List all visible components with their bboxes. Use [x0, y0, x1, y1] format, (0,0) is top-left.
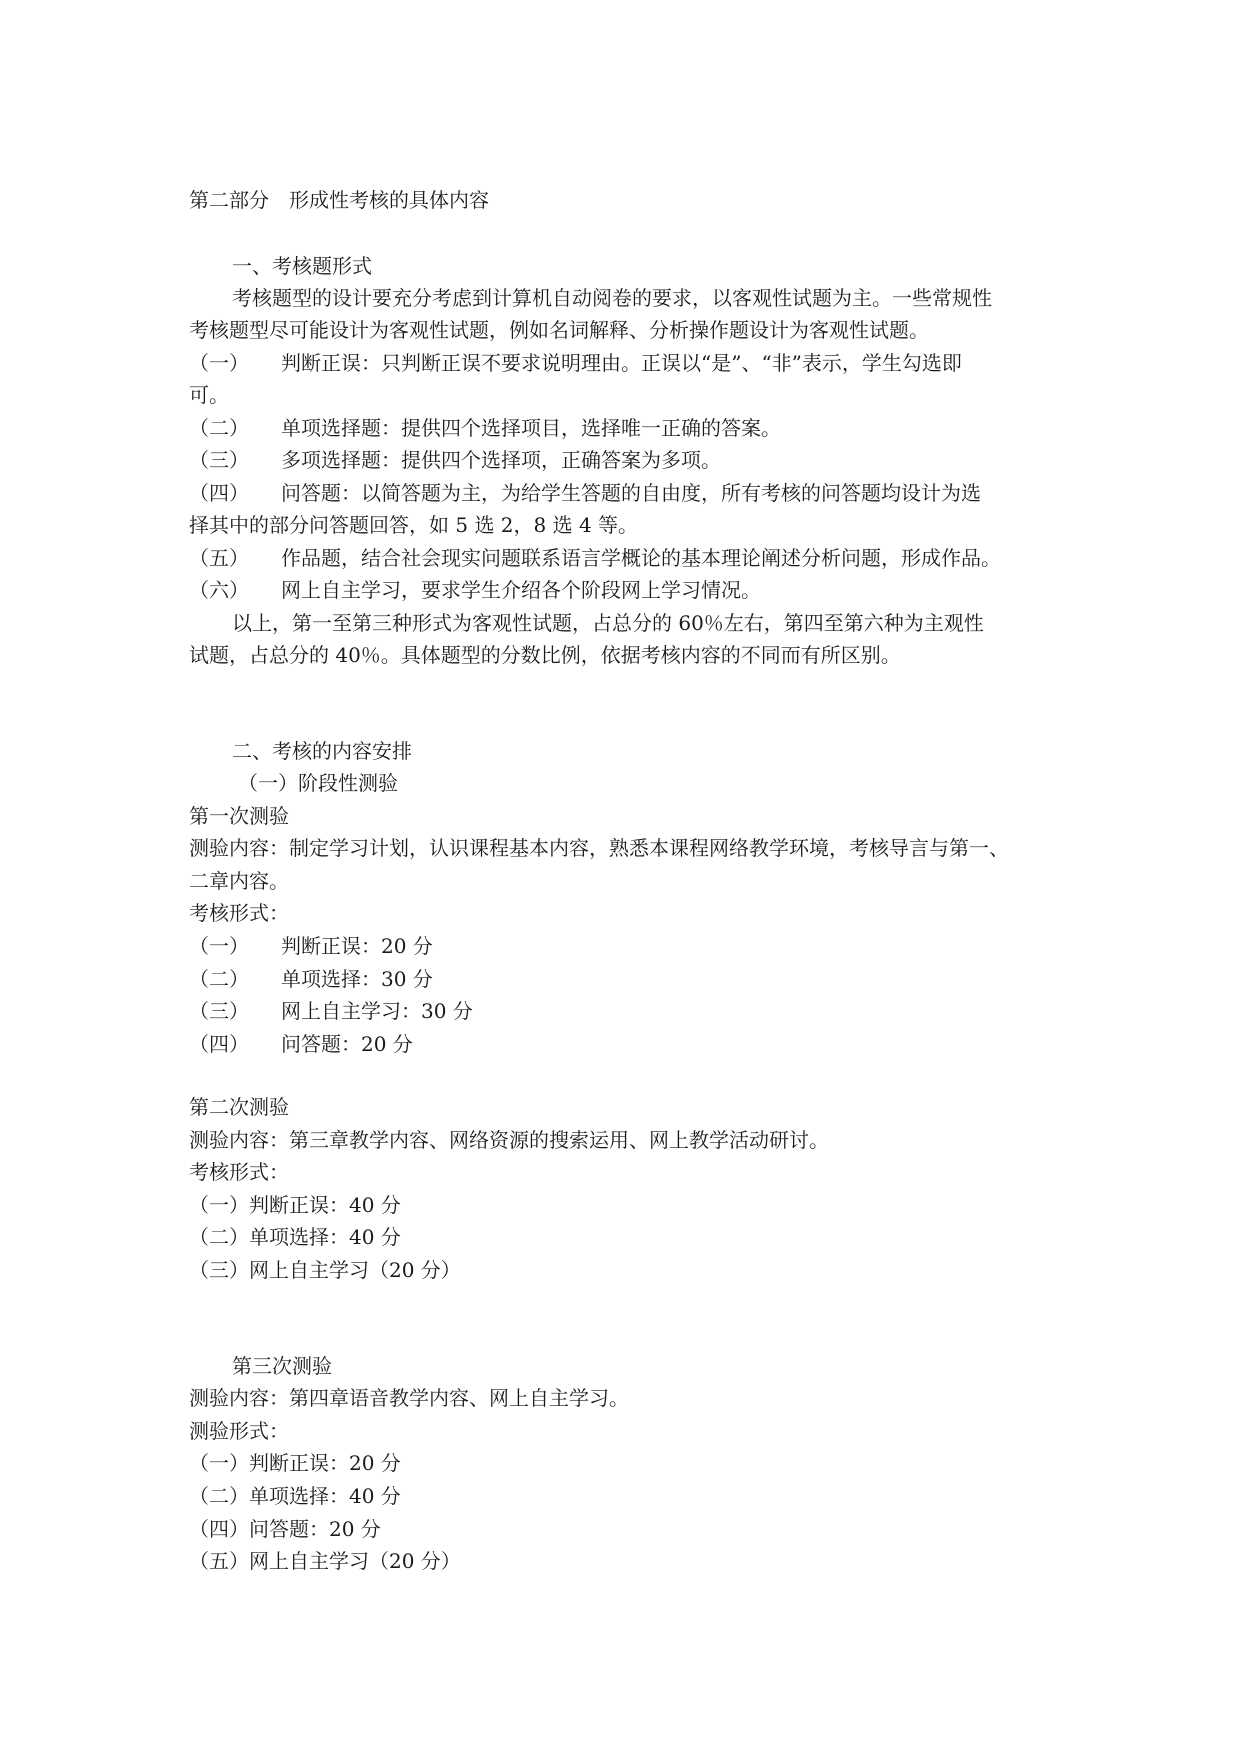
list-item-number: （二） — [189, 967, 249, 991]
list-item — [189, 929, 433, 963]
list-item — [189, 994, 473, 1028]
test-title: 第二次测验 — [189, 1095, 289, 1119]
list-item-number: （六） — [189, 578, 249, 602]
list-item: （一）判断正误：20 分 — [189, 1451, 401, 1475]
form-label: 测验形式： — [189, 1419, 289, 1443]
paragraph: 考核题型尽可能设计为客观性试题，例如名词解释、分析操作题设计为客观性试题。 — [189, 318, 929, 342]
list-item — [189, 962, 433, 996]
list-item — [189, 573, 761, 607]
list-item: （五）网上自主学习（20 分） — [189, 1549, 461, 1573]
test-content: 二章内容。 — [189, 869, 289, 893]
paragraph: 考核题型的设计要充分考虑到计算机自动阅卷的要求，以客观性试题为主。一些常规性 — [232, 286, 992, 310]
list-item-text: 作品题，结合社会现实问题联系语言学概论的基本理论阐述分析问题，形成作品。 — [281, 546, 1001, 570]
list-item-text: 多项选择题：提供四个选择项，正确答案为多项。 — [281, 448, 721, 472]
list-item-text: 网上自主学习，要求学生介绍各个阶段网上学习情况。 — [281, 578, 761, 602]
test-content: 测验内容：第四章语音教学内容、网上自主学习。 — [189, 1386, 629, 1410]
list-item-number: （四） — [189, 481, 249, 505]
list-item-text: 判断正误：20 分 — [281, 934, 433, 958]
list-item — [189, 443, 721, 477]
section-heading-2: 二、考核的内容安排 — [232, 739, 412, 763]
paragraph: 试题，占总分的 40％。具体题型的分数比例，依据考核内容的不同而有所区别。 — [189, 643, 901, 667]
list-item — [189, 411, 781, 445]
section-heading-1: 一、考核题形式 — [232, 254, 372, 278]
page-title: 第二部分 形成性考核的具体内容 — [189, 188, 489, 212]
list-item: （二）单项选择：40 分 — [189, 1484, 401, 1508]
list-item: （三）网上自主学习（20 分） — [189, 1258, 461, 1282]
list-item-number: （一） — [189, 351, 249, 375]
form-label: 考核形式： — [189, 901, 289, 925]
list-item-text: 问答题：20 分 — [281, 1032, 413, 1056]
list-item-text: 单项选择：30 分 — [281, 967, 433, 991]
list-item: （一）判断正误：40 分 — [189, 1193, 401, 1217]
list-item — [189, 1027, 413, 1061]
list-item-number: （四） — [189, 1032, 249, 1056]
list-item-text: 问答题：以简答题为主，为给学生答题的自由度，所有考核的问答题均设计为选 — [281, 481, 981, 505]
paragraph: 以上，第一至第三种形式为客观性试题，占总分的 60％左右，第四至第六种为主观性 — [232, 611, 984, 635]
list-item — [189, 476, 981, 510]
form-label: 考核形式： — [189, 1160, 289, 1184]
test-title: 第三次测验 — [232, 1354, 332, 1378]
list-item-number: （三） — [189, 448, 249, 472]
list-item-number: （一） — [189, 934, 249, 958]
list-item-number: （二） — [189, 416, 249, 440]
list-item-continuation: 可。 — [189, 383, 229, 407]
list-item — [189, 541, 1001, 575]
list-item — [189, 346, 962, 380]
test-title: 第一次测验 — [189, 804, 289, 828]
list-item: （二）单项选择：40 分 — [189, 1225, 401, 1249]
list-item-number: （五） — [189, 546, 249, 570]
list-item-text: 网上自主学习：30 分 — [281, 999, 473, 1023]
test-content: 测验内容：制定学习计划，认识课程基本内容，熟悉本课程网络教学环境，考核导言与第一、 — [189, 836, 1009, 860]
list-item-text: 判断正误：只判断正误不要求说明理由。正误以“是”、“非”表示，学生勾选即 — [281, 351, 962, 375]
test-content: 测验内容：第三章教学内容、网络资源的搜索运用、网上教学活动研讨。 — [189, 1128, 829, 1152]
list-item-continuation: 择其中的部分问答题回答，如 5 选 2，8 选 4 等。 — [189, 513, 639, 537]
list-item-text: 单项选择题：提供四个选择项目，选择唯一正确的答案。 — [281, 416, 781, 440]
subsection-heading: （一）阶段性测验 — [238, 771, 398, 795]
list-item-number: （三） — [189, 999, 249, 1023]
list-item: （四）问答题：20 分 — [189, 1517, 381, 1541]
